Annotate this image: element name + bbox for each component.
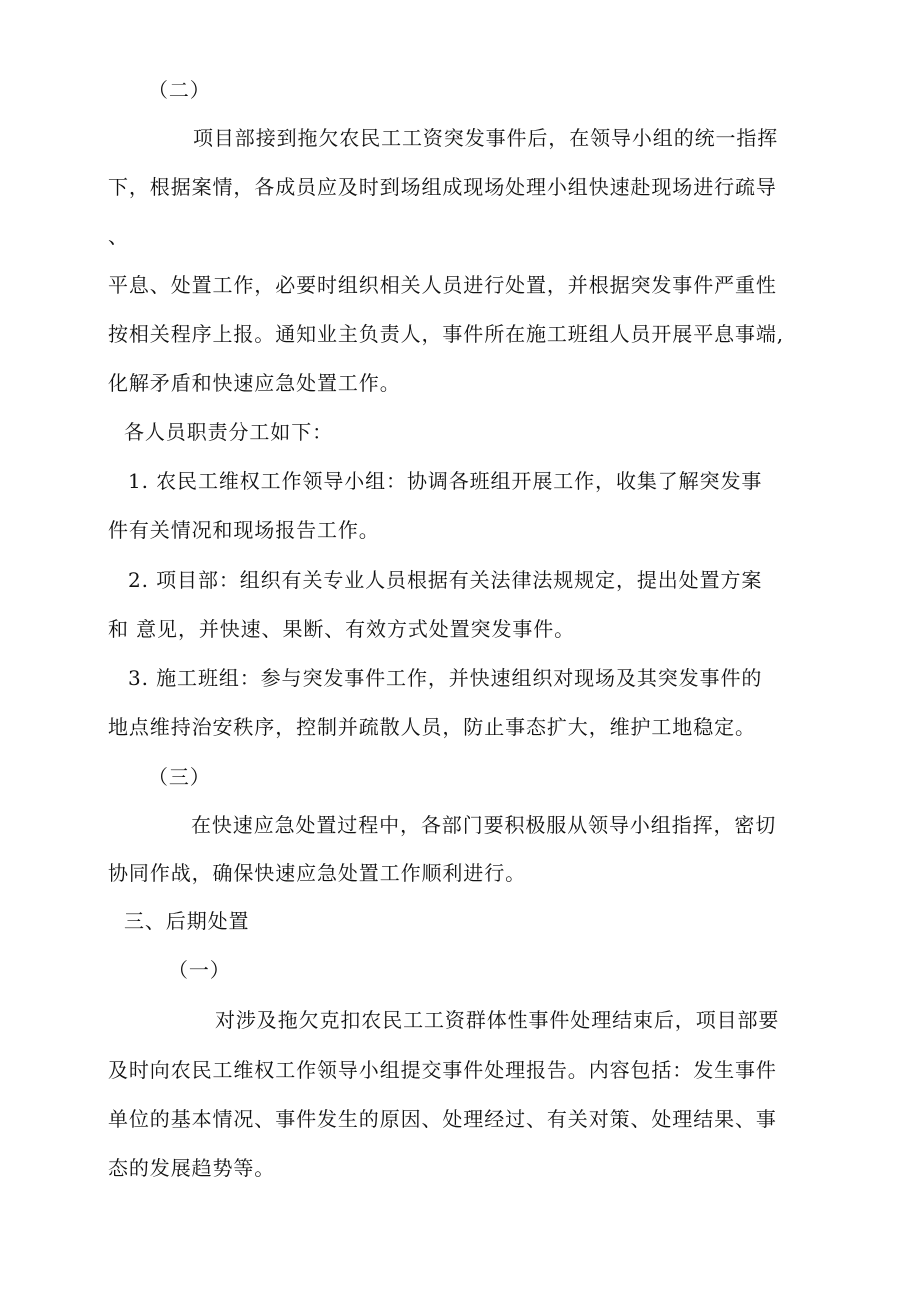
- list-item-1-line-1: 1. 农民工维权工作领导小组：协调各班组开展工作，收集了解突发事: [128, 469, 763, 493]
- paragraph-3-line-4: 态的发展趋势等。: [108, 1156, 276, 1180]
- list-item-3-line-2: 地点维持治安秩序，控制并疏散人员，防止事态扩大，维护工地稳定。: [108, 715, 756, 739]
- list-item-2-line-2: 和 意见，并快速、果断、有效方式处置突发事件。: [108, 617, 576, 641]
- list-item-2-line-1: 2. 项目部：组织有关专业人员根据有关法律法规规定，提出处置方案: [128, 568, 763, 592]
- paragraph-3-line-1: 对涉及拖欠克扣农民工工资群体性事件处理结束后，项目部要: [215, 1008, 780, 1032]
- section-heading-1: （一）: [168, 958, 231, 982]
- paragraph-1-line-3: 、: [108, 224, 129, 248]
- paragraph-1-line-1: 项目部接到拖欠农民工工资突发事件后，在领导小组的统一指挥: [193, 126, 779, 150]
- paragraph-3-line-2: 及时向农民工维权工作领导小组提交事件处理报告。内容包括：发生事件: [108, 1058, 777, 1082]
- paragraph-1-line-5: 按相关程序上报。通知业主负责人，事件所在施工班组人员开展平息事端,: [108, 322, 785, 346]
- paragraph-3-line-3: 单位的基本情况、事件发生的原因、处理经过、有关对策、处理结果、事: [108, 1107, 777, 1131]
- list-item-1-line-2: 件有关情况和现场报告工作。: [108, 518, 380, 542]
- paragraph-2-line-1: 在快速应急处置过程中，各部门要积极服从领导小组指挥，密切: [191, 813, 777, 837]
- paragraph-1-line-6: 化解矛盾和快速应急处置工作。: [108, 371, 401, 395]
- chapter-heading-aftermath: 三、后期处置: [124, 909, 250, 933]
- paragraph-1-line-4: 平息、处置工作，必要时组织相关人员进行处置，并根据突发事件严重性: [108, 273, 777, 297]
- paragraph-1-line-2: 下，根据案情，各成员应及时到场组成现场处理小组快速赴现场进行疏导: [108, 175, 777, 199]
- duties-intro: 各人员职责分工如下：: [124, 420, 333, 444]
- list-item-3-line-1: 3. 施工班组：参与突发事件工作，并快速组织对现场及其突发事件的: [128, 666, 763, 690]
- section-heading-2: （二）: [148, 78, 211, 102]
- section-heading-3: （三）: [148, 765, 211, 789]
- paragraph-2-line-2: 协同作战，确保快速应急处置工作顺利进行。: [108, 861, 526, 885]
